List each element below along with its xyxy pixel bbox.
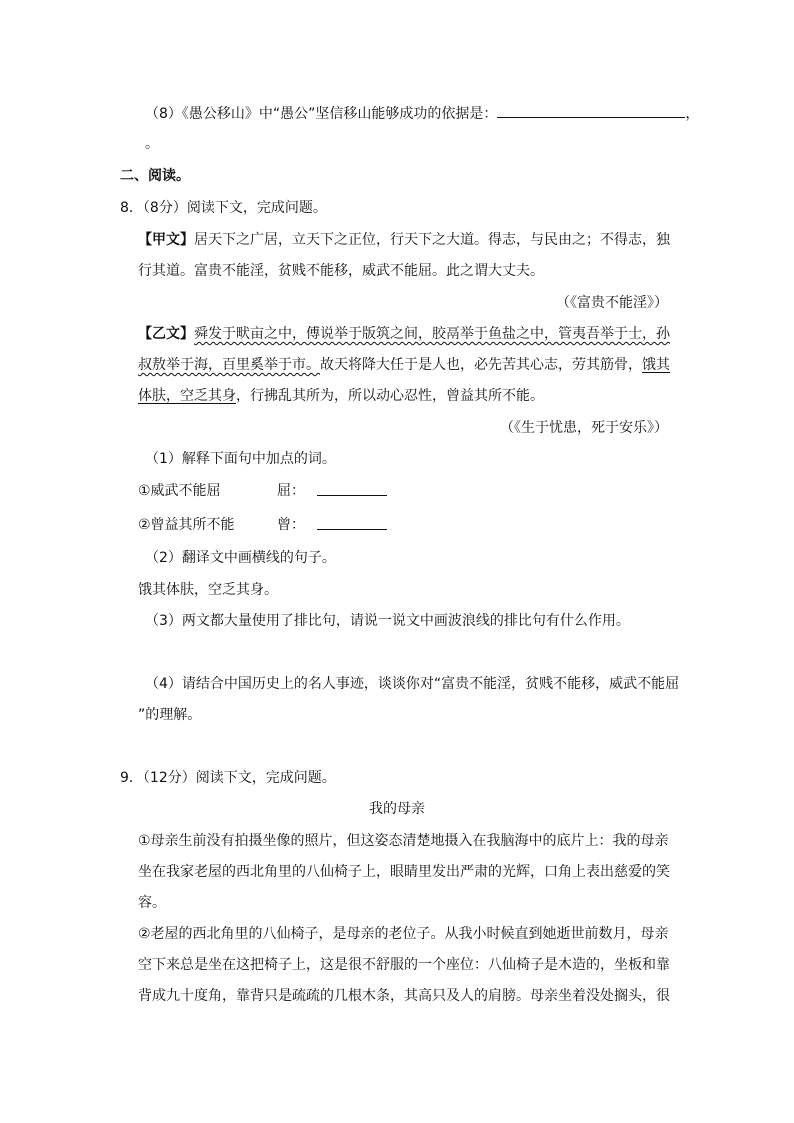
answer-blank[interactable] <box>317 482 387 496</box>
q8-sub2-sentence: 饿其体肤，空乏其身。 <box>138 582 278 598</box>
jia-text-line-1 <box>138 231 670 249</box>
yi-label: 【乙文】 <box>138 326 194 342</box>
yi-wavy-text-end: 叔敖举于海，百里奚举于市。 <box>138 357 320 373</box>
q9-p1-line-3: 容。 <box>138 895 166 911</box>
yi-text: 故天将降大任于是人也，必先苦其心志，劳其筋骨， <box>320 357 642 373</box>
jia-text: 居天下之广居，立天下之正位，行天下之大道。得志，与民由之；不得志，独 <box>194 232 670 248</box>
q8-sub1-b: ②曾益其所不能 <box>138 517 235 533</box>
yi-wavy-text: 舜发于畎亩之中，傅说举于版筑之间，胶鬲举于鱼盐之中，管夷吾举于士，孙 <box>194 326 670 342</box>
q9-p2-line-3: 背成九十度角，靠背只是疏疏的几根木条，其高只及人的肩膀。母亲坐着没处搁头，很 <box>138 988 670 1004</box>
q8-sub3: （3）两文都大量使用了排比句，请说一说文中画波浪线的排比句有什么作用。 <box>145 613 630 629</box>
q8-sub2: （2）翻译文中画横线的句子。 <box>145 550 336 566</box>
q8-sub1-b-word: 曾： <box>277 517 305 533</box>
q8-sub1-a: ①威武不能屈 <box>138 483 221 499</box>
answer-blank[interactable] <box>497 104 685 118</box>
q9-p1-line-2: 坐在我家老屋的西北角里的八仙椅子上，眼睛里发出严肃的光辉，口角上表出慈爱的笑 <box>138 864 670 880</box>
jia-text-line-2: 行其道。富贵不能淫，贫贱不能移，威武不能屈。此之谓大丈夫。 <box>138 263 544 279</box>
q7-8-prefix: （8）《愚公移山》中“愚公”坚信移山能够成功的依据是： <box>145 106 498 122</box>
q8-sub1: （1）解释下面句中加点的词。 <box>145 451 336 467</box>
q8-sub4-line-2: ”的理解。 <box>138 707 202 723</box>
answer-blank[interactable] <box>317 516 387 530</box>
yi-underlined-text: 饿其 <box>642 357 670 373</box>
q7-8-continuation: 。 <box>145 136 159 152</box>
q7-8-suffix: ， <box>685 106 700 122</box>
q7-8-line <box>145 104 699 123</box>
q9-p2-line-1: ②老屋的西北角里的八仙椅子，是母亲的老位子。从我小时候直到她逝世前数月，母亲 <box>138 926 669 942</box>
q8-sub4-line-1: （4）请结合中国历史上的名人事迹，谈谈你对“富贵不能淫，贫贱不能移，威武不能屈 <box>145 676 680 692</box>
yi-text-end: ，行拂乱其所为，所以动心忍性，曾益其所不能。 <box>236 388 544 404</box>
yi-text-line-2 <box>138 356 670 374</box>
yi-source: （《生于忧患，死于安乐》） <box>500 420 668 436</box>
yi-text-line-1 <box>138 325 670 343</box>
q9-stem: 9．（12分）阅读下文，完成问题。 <box>120 770 336 786</box>
jia-source: （《富贵不能淫》） <box>556 295 668 311</box>
q9-passage-title: 我的母亲 <box>369 801 425 817</box>
jia-label: 【甲文】 <box>138 232 194 248</box>
q8-sub1-a-word: 屈： <box>277 483 305 499</box>
q9-p1-line-1: ①母亲生前没有拍摄坐像的照片，但这姿态清楚地摄入在我脑海中的底片上：我的母亲 <box>138 833 669 849</box>
yi-underlined-text-end: 体肤，空乏其身 <box>138 388 236 404</box>
q9-p2-line-2: 空下来总是坐在这把椅子上，这是很不舒服的一个座位：八仙椅子是木造的，坐板和靠 <box>138 957 670 973</box>
section-title: 二、阅读。 <box>120 168 190 184</box>
yi-text-line-3 <box>138 387 544 405</box>
q8-stem: 8．（8分）阅读下文，完成问题。 <box>120 200 327 216</box>
